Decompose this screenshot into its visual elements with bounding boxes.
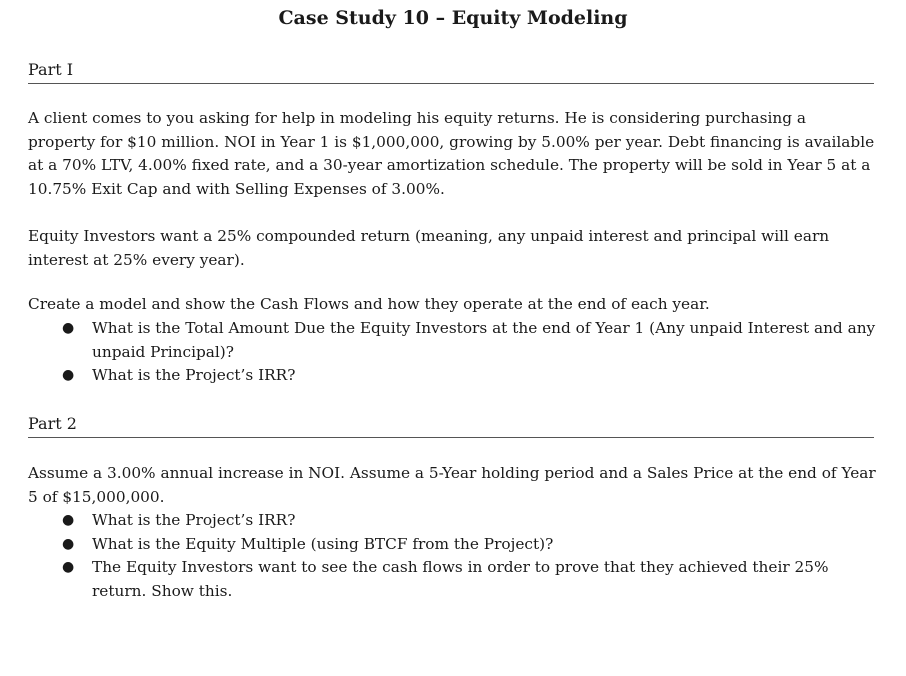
list-item (28, 509, 878, 533)
bullet-icon: ● (62, 535, 75, 552)
document-title: Case Study 10 – Equity Modeling (278, 7, 628, 29)
part1-bullet-list (28, 317, 878, 388)
list-item (28, 556, 878, 603)
part1-heading: Part I (28, 60, 874, 84)
part2-bullet-list (28, 509, 878, 603)
bullet-icon: ● (62, 559, 75, 575)
list-item-text: What is the Project’s IRR? (92, 366, 296, 384)
part1-paragraph-1: A client comes to you asking for help in modeling his equity returns. He is considering purchasing a property for $10 million. NOI in Year 1 is $1,000,000, growing by 5.00% per year. Debt financing is available at a 70% LTV, 4.00% fixed rate, and a 30-year amortization schedule. The property will be sold in Year 5 at a 10.75% Exit Cap and with Selling Expenses of 3.00%. (28, 109, 875, 198)
list-item (28, 533, 878, 557)
part1-paragraph-2: Equity Investors want a 25% compounded return (meaning, any unpaid interest and principal will earn interest at 25% every year). (28, 227, 830, 269)
part2-paragraph-1: Assume a 3.00% annual increase in NOI. Assume a 5-Year holding period and a Sales Price at the end of Year 5 of $15,000,000. (28, 464, 876, 506)
bullet-icon: ● (62, 512, 75, 528)
bullet-icon: ● (62, 320, 75, 336)
part2-heading: Part 2 (28, 414, 874, 438)
list-item-text: What is the Total Amount Due the Equity Investors at the end of Year 1 (Any unpaid Interest and any unpaid Principal)? (92, 319, 876, 361)
part1-paragraph-3: Create a model and show the Cash Flows and how they operate at the end of each year. (28, 295, 710, 313)
list-item-text: The Equity Investors want to see the cash flows in order to prove that they achieved their 25% return. Show this. (92, 558, 829, 600)
bullet-icon: ● (62, 367, 75, 383)
list-item-text: What is the Project’s IRR? (92, 511, 296, 529)
list-item-text: What is the Equity Multiple (using BTCF from the Project)? (92, 534, 554, 553)
list-item (28, 364, 878, 388)
list-item (28, 317, 878, 364)
